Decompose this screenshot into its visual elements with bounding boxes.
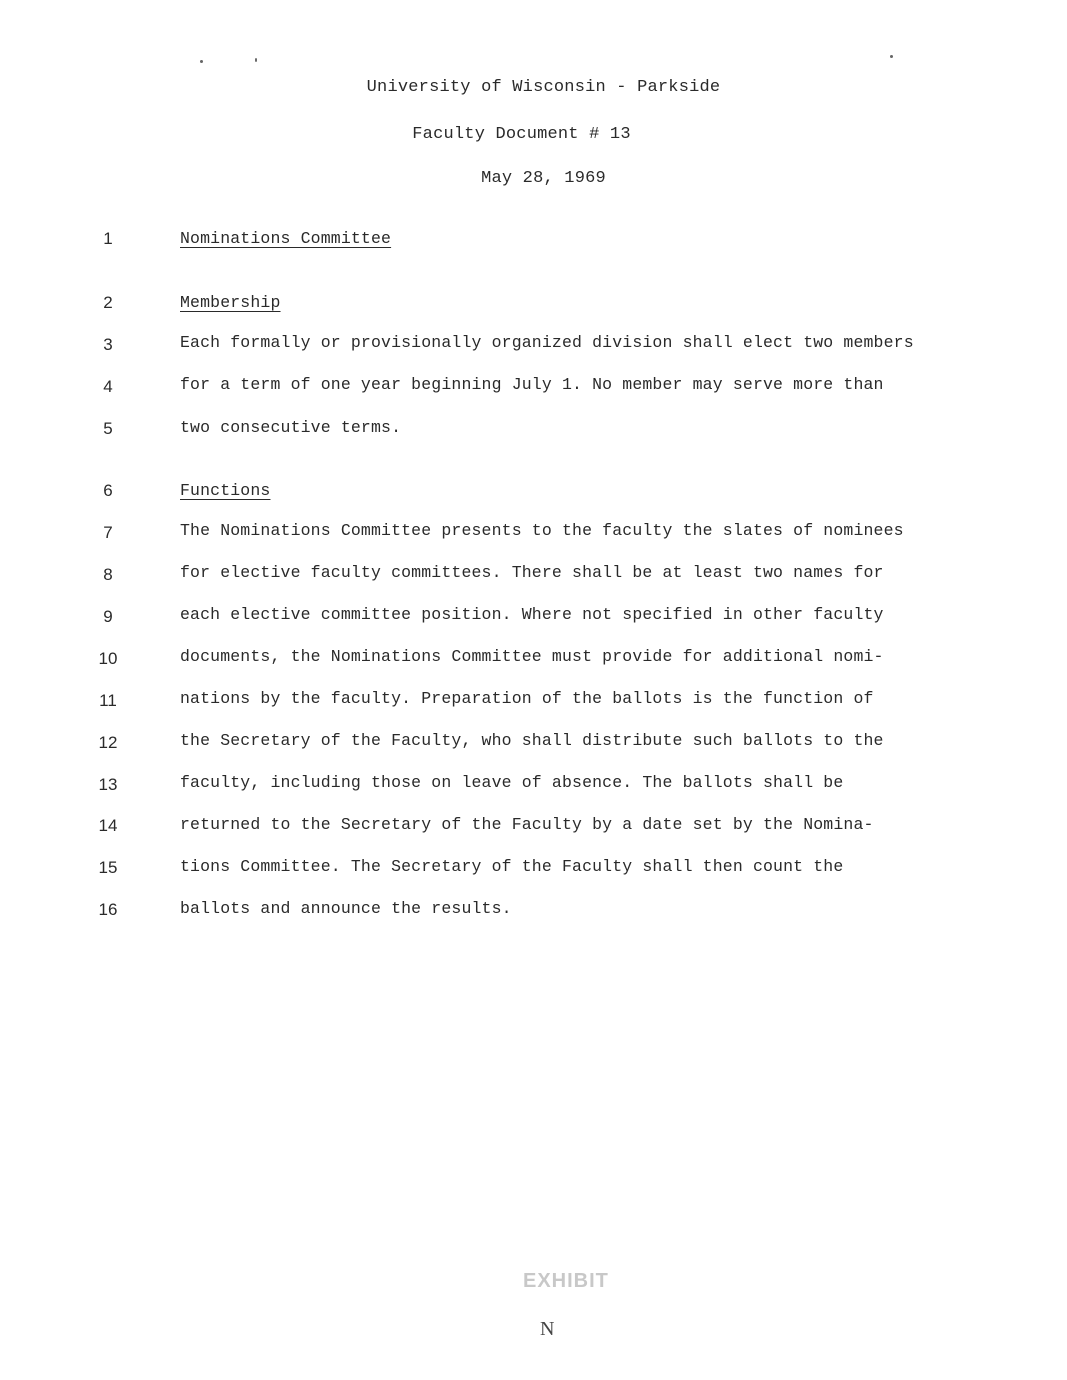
- scan-speck: [255, 58, 257, 62]
- section-title: [180, 229, 403, 248]
- body-line: tions Committee. The Secretary of the Faculty shall then count the: [180, 857, 844, 876]
- scan-speck: [890, 55, 893, 58]
- body-line: faculty, including those on leave of absence. The ballots shall be: [180, 773, 844, 792]
- membership-heading: Membership: [180, 293, 281, 312]
- document-number: Faculty Document # 13: [412, 125, 631, 144]
- line-number: 10: [98, 649, 118, 668]
- body-line: Each formally or provisionally organized division shall elect two members: [180, 333, 914, 352]
- line-number: 11: [99, 691, 117, 710]
- line-number: 16: [98, 900, 118, 919]
- exhibit-stamp: EXHIBIT: [523, 1270, 609, 1292]
- line-number: 6: [103, 481, 113, 500]
- line-number: 4: [103, 377, 113, 396]
- line-number: 15: [98, 858, 118, 877]
- line-number: 8: [103, 565, 113, 584]
- line-number: 14: [98, 816, 118, 835]
- nominations-committee-heading: Nominations Committee: [180, 229, 392, 248]
- body-line: ballots and announce the results.: [180, 899, 512, 918]
- body-line: the Secretary of the Faculty, who shall distribute such ballots to the: [180, 731, 884, 750]
- functions-heading: Functions: [180, 481, 271, 500]
- body-line: each elective committee position. Where not specified in other faculty: [180, 605, 884, 624]
- line-number: 12: [98, 733, 118, 752]
- body-line: documents, the Nominations Committee must provide for additional nomi-: [180, 647, 884, 666]
- exhibit-letter: N: [540, 1318, 555, 1340]
- line-number: 3: [103, 335, 113, 354]
- body-line: for elective faculty committees. There shall be at least two names for: [180, 563, 884, 582]
- subheading-line: [180, 293, 281, 312]
- scan-speck: [200, 60, 203, 63]
- body-line: The Nominations Committee presents to the faculty the slates of nominees: [180, 521, 904, 540]
- body-line: returned to the Secretary of the Faculty by a date set by the Nomina-: [180, 815, 874, 834]
- line-number: 9: [103, 607, 113, 626]
- line-number: 13: [98, 775, 118, 794]
- line-number: 1: [103, 229, 113, 248]
- line-number: 7: [103, 523, 113, 542]
- university-title: University of Wisconsin - Parkside: [366, 78, 721, 97]
- line-number: 2: [103, 293, 113, 312]
- body-line: nations by the faculty. Preparation of the ballots is the function of: [180, 689, 874, 708]
- document-date: May 28, 1969: [481, 169, 606, 188]
- body-line: for a term of one year beginning July 1. No member may serve more than: [180, 375, 884, 394]
- body-line: two consecutive terms.: [180, 418, 402, 437]
- subheading-line: [180, 481, 270, 500]
- line-number: 5: [103, 419, 113, 438]
